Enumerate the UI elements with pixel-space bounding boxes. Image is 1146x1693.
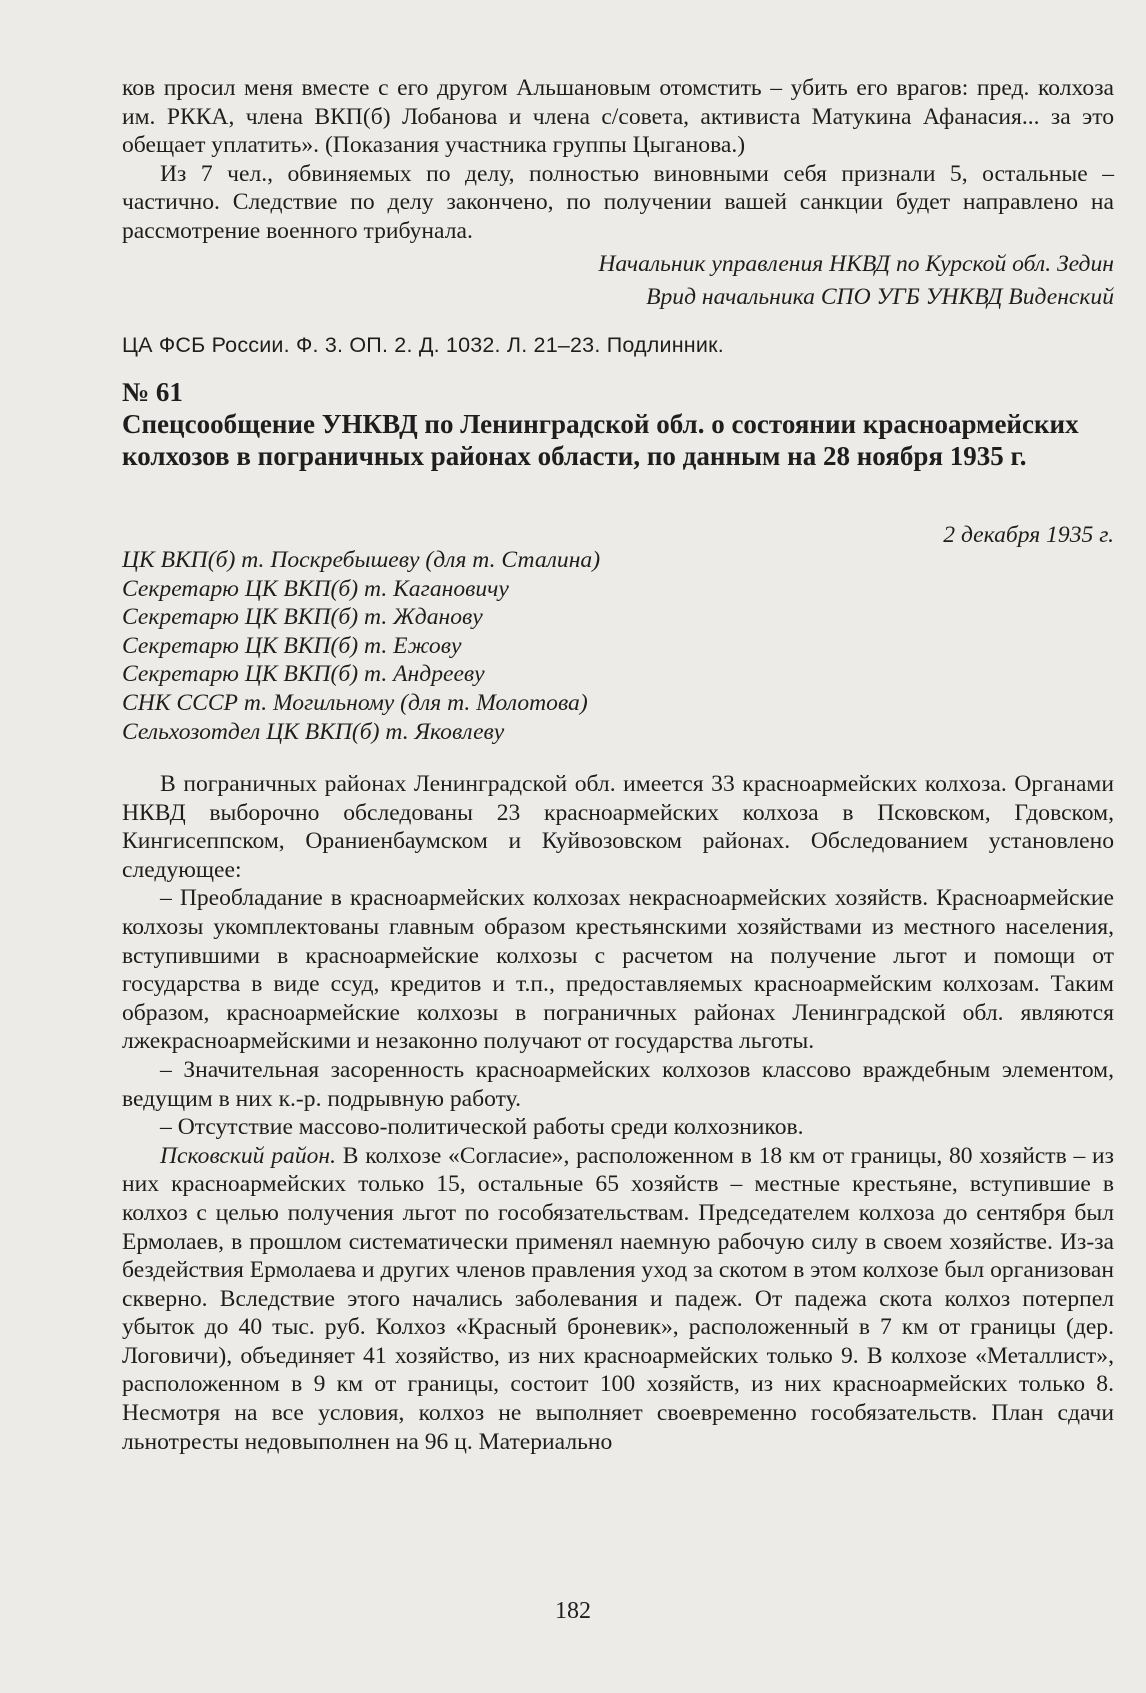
source-reference: ЦА ФСБ России. Ф. 3. ОП. 2. Д. 1032. Л. 21–23. Подлинник. [122, 333, 724, 357]
page-number: 182 [555, 1598, 591, 1624]
district-name: Псковский район. [160, 1142, 337, 1169]
document-date: 2 декабря 1935 г. [943, 522, 1114, 548]
body-paragraph: – Преобладание в красноармейских колхозах некрасноармейских хозяйств. Красноармейские колхозы укомплектованы главным образом крестьянскими хозяйствами из местного населения, вступившими в красноармейские колхозы с расчетом на получение льгот и помощи от государства в виде ссуд, кредитов и т.п., предоставляемых красноармейским колхозам. Таким образом, красноармейские колхозы в пограничных районах Ленинградской обл. являются лжекрасноармейскими и незаконно получают от государства льготы. [122, 885, 1114, 1055]
top-text-block [122, 74, 1114, 246]
addressee: Секретарю ЦК ВКП(б) т. Кагановичу [122, 575, 509, 602]
addressee: Секретарю ЦК ВКП(б) т. Андрееву [122, 661, 485, 688]
paragraph-conclusion: Из 7 чел., обвиняемых по делу, полностью виновными себя признали 5, остальные – частично. Следствие по делу закончено, по получении вашей санкции будет направлено на рассмотрение военного трибунала. [122, 160, 1114, 244]
addressee: ЦК ВКП(б) т. Поскребышеву (для т. Сталина) [122, 547, 601, 573]
signature-line: Врид начальника СПО УГБ УНКВД Виденский [646, 284, 1114, 310]
document-title: Спецсообщение УНКВД по Ленинградской обл. о состоянии красноармейских колхозов в пограничных районах области, по данным на 28 ноября 1935 г. [122, 409, 1079, 471]
body-paragraph: – Значительная засоренность красноармейских колхозов классово враждебным элементом, ведущим в них к.-р. подрывную работу. [122, 1056, 1114, 1112]
district-text: В колхозе «Согласие», расположенном в 18 км от границы, 80 хозяйств – из них красноармейских только 15, остальные 65 хозяйств – местные крестьяне, вступившие в колхоз с целью получения льгот по гособязательствам. Председателем колхоза до сентября был Ермолаев, в прошлом систематически применял наемную рабочую силу в своем хозяйстве. Из-за бездействия Ермолаева и других членов правления уход за скотом в этом колхозе был организован скверно. Вследствие этого начались заболевания и падеж. От падежа скота колхоз потерпел убыток до 40 тыс. руб. Колхоз «Красный броневик», расположенный в 7 км от границы (дер. Логовичи), объединяет 41 хозяйство, из них красноармейских только 9. В колхозе «Металлист», расположенном в 9 км от границы, состоит 100 хозяйств, из них красноармейских только 8. Несмотря на все условия, колхоз не выполняет своевременно гособязательств. План сдачи льнотресты недовыполнен на 96 ц. Материально [122, 1142, 1114, 1455]
archive-source [122, 331, 1114, 359]
body-paragraph: В пограничных районах Ленинградской обл. имеется 33 красноармейских колхоза. Органами НКВД выборочно обследованы 23 красноармейских колхоза в Псковском, Гдовском, Кингисеппском, Ораниенбаумском и Куйвозовском районах. Обследованием установлено следующее: [122, 771, 1114, 883]
signature-line: Начальник управления НКВД по Курской обл. Зедин [598, 251, 1114, 277]
body-paragraph: – Отсутствие массово-политической работы среди колхозников. [160, 1114, 804, 1141]
addressee: Секретарю ЦК ВКП(б) т. Ежову [122, 632, 462, 659]
paragraph-continuation: ков просил меня вместе с его другом Альшановым отомстить – убить его врагов: пред. колхоза им. РККА, члена ВКП(б) Лобанова и члена с/совета, активиста Матукина Афанасия... за это обещает уплатить». (Показания участника группы Цыганова.) [122, 75, 1114, 159]
addressee: Секретарю ЦК ВКП(б) т. Жданову [122, 604, 483, 631]
main-body [122, 770, 1114, 1456]
addressee: СНК СССР т. Могильному (для т. Молотова) [122, 689, 588, 716]
document-number: № 61 [122, 377, 183, 407]
signature-block [122, 248, 1114, 314]
body-paragraph-pskov [122, 1142, 1114, 1457]
addressee-list [122, 546, 1114, 746]
addressee: Сельхозотдел ЦК ВКП(б) т. Яковлеву [122, 718, 505, 745]
document-header [122, 376, 1114, 472]
